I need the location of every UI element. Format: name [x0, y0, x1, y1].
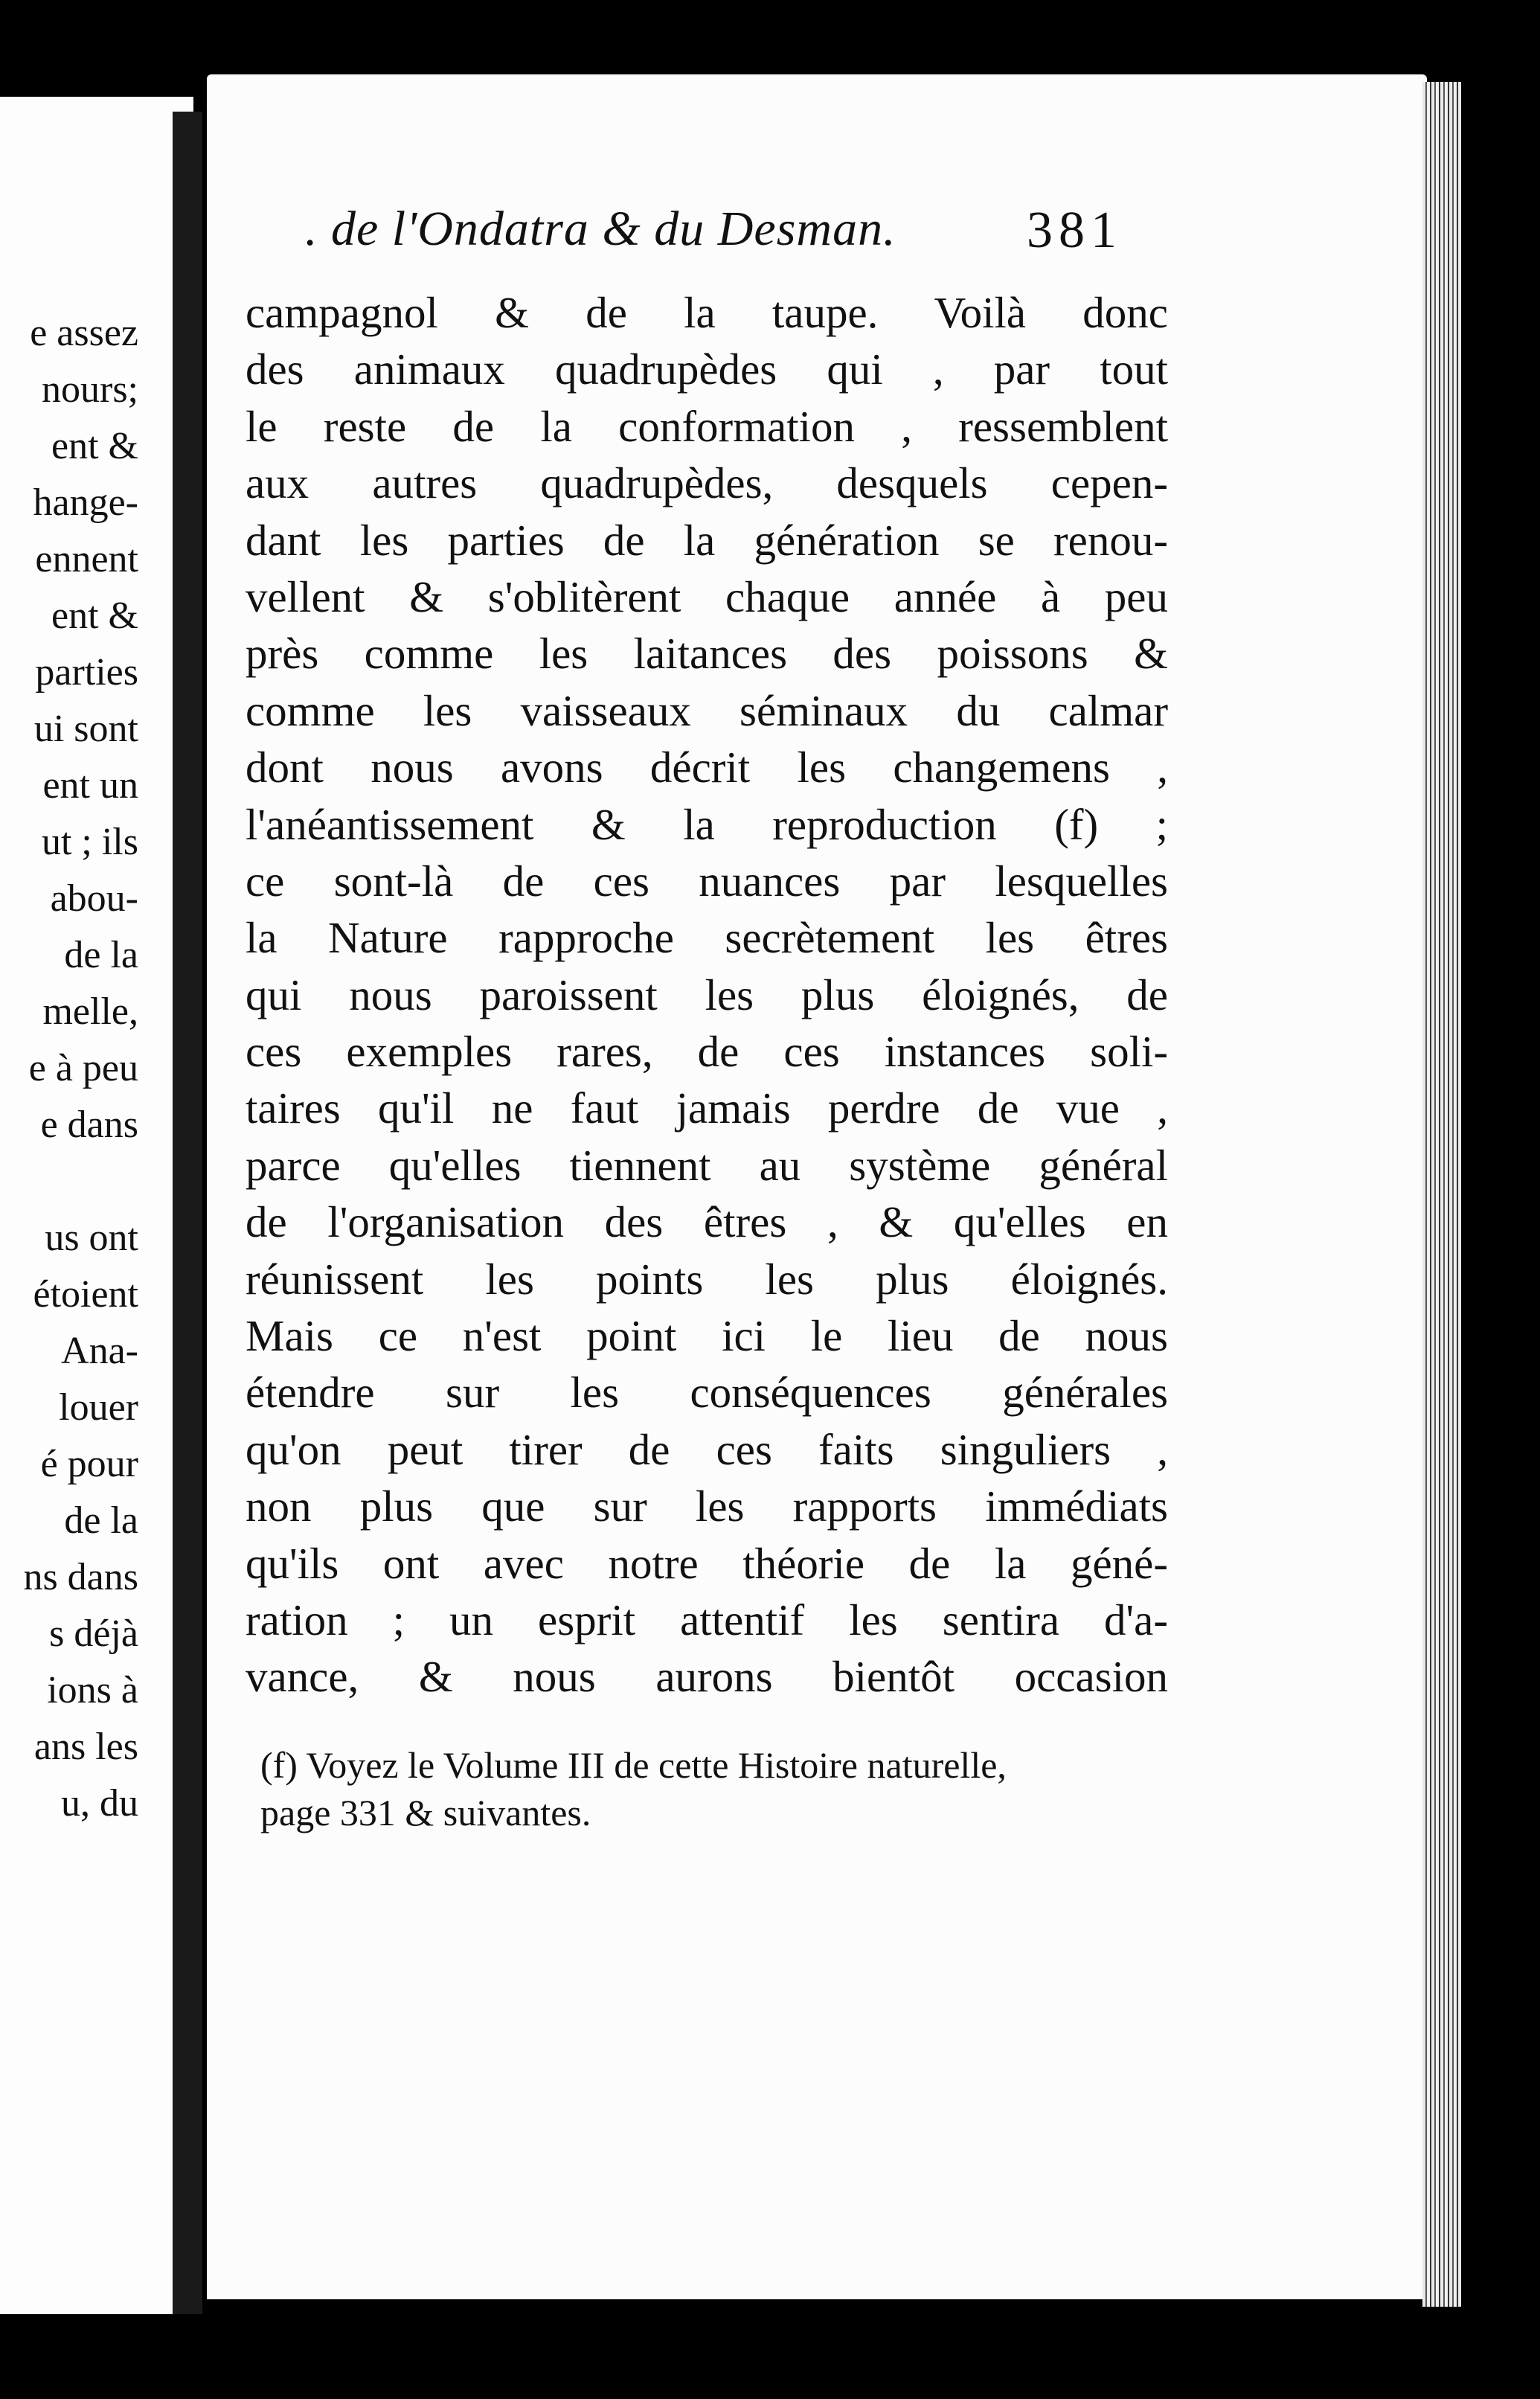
left-page-line: nours;	[42, 368, 138, 411]
body-line: qui nous paroissent les plus éloignés, de	[246, 970, 1168, 1019]
footnote-line-2: page 331 & suivantes.	[260, 1792, 591, 1833]
body-line: qu'ils ont avec notre théorie de la géné-	[246, 1538, 1168, 1588]
page-number: 381	[1027, 202, 1123, 259]
left-page-line: de la	[64, 934, 138, 976]
body-line: dant les parties de la génération se renou-	[246, 515, 1168, 565]
left-page-line: louer	[59, 1386, 138, 1429]
body-line: parce qu'elles tiennent au système général	[246, 1140, 1168, 1190]
body-line: non plus que sur les rapports immédiats	[246, 1482, 1168, 1531]
body-line: comme les vaisseaux séminaux du calmar	[246, 685, 1168, 735]
body-line: ces exemples rares, de ces instances soli-	[246, 1027, 1168, 1077]
left-page-line: ut ; ils	[41, 821, 138, 863]
book-gutter	[173, 112, 202, 2314]
left-page-line: ions à	[47, 1669, 138, 1711]
left-page-text	[23, 305, 138, 1832]
running-head-title: . de l'Ondatra & du Desman.	[305, 202, 896, 256]
left-page-line: é pour	[40, 1443, 138, 1485]
body-line: aux autres quadrupèdes, desquels cepen-	[246, 458, 1168, 508]
left-page-line: e assez	[30, 312, 138, 354]
body-line: vance, & nous aurons bientôt occasion	[246, 1652, 1168, 1702]
body-line: campagnol & de la taupe. Voilà donc	[246, 288, 1168, 337]
left-page-line: ns dans	[23, 1556, 138, 1598]
left-page	[0, 97, 193, 2314]
body-line: la Nature rapproche secrètement les êtres	[246, 913, 1168, 963]
body-line: ce sont-là de ces nuances par lesquelles	[246, 856, 1168, 906]
left-page-line: u, du	[61, 1782, 138, 1825]
body-line: dont nous avons décrit les changemens ,	[246, 743, 1168, 792]
left-page-line: s déjà	[49, 1612, 138, 1655]
left-page-line: ans les	[33, 1726, 138, 1768]
left-page-line: e à peu	[28, 1047, 138, 1089]
left-page-line: Ana-	[61, 1330, 138, 1372]
left-page-line: de la	[64, 1499, 138, 1542]
body-line: taires qu'il ne faut jamais perdre de vue ,	[246, 1083, 1168, 1133]
body-line: des animaux quadrupèdes qui , par tout	[246, 345, 1168, 394]
left-page-line: étoient	[33, 1273, 138, 1316]
body-line: de l'organisation des êtres , & qu'elles en	[246, 1197, 1168, 1247]
left-page-line: ui sont	[33, 708, 138, 750]
body-text	[246, 284, 1168, 1705]
left-page-line: ennent	[35, 538, 138, 580]
left-page-line: ent un	[42, 764, 138, 807]
body-line: étendre sur les conséquences générales	[246, 1368, 1168, 1418]
body-line: l'anéantissement & la reproduction (f) ;	[246, 799, 1168, 849]
left-page-line: us ont	[45, 1217, 138, 1259]
body-line: près comme les laitances des poissons &	[246, 629, 1168, 679]
left-page-line: ent &	[51, 425, 138, 467]
body-line: qu'on peut tirer de ces faits singuliers ,	[246, 1424, 1168, 1474]
left-page-line	[23, 1153, 138, 1210]
body-line: vellent & s'oblitèrent chaque année à peu	[246, 571, 1168, 621]
footnote	[260, 1741, 1168, 1836]
left-page-line: parties	[35, 651, 138, 694]
body-line: ration ; un esprit attentif les sentira d'a-	[246, 1595, 1168, 1644]
body-line: réunissent les points les plus éloignés.	[246, 1254, 1168, 1304]
body-line: le reste de la conformation , ressemblent	[246, 401, 1168, 451]
left-page-line: e dans	[40, 1104, 138, 1146]
left-page-line: melle,	[42, 990, 138, 1033]
page-edges	[1422, 82, 1461, 2307]
left-page-line: ent &	[51, 595, 138, 637]
body-line: Mais ce n'est point ici le lieu de nous	[246, 1311, 1168, 1361]
footnote-line-1: (f) Voyez le Volume III de cette Histoire naturelle,	[260, 1744, 1007, 1786]
left-page-line: abou-	[50, 877, 138, 920]
left-page-line: hange-	[33, 481, 138, 524]
